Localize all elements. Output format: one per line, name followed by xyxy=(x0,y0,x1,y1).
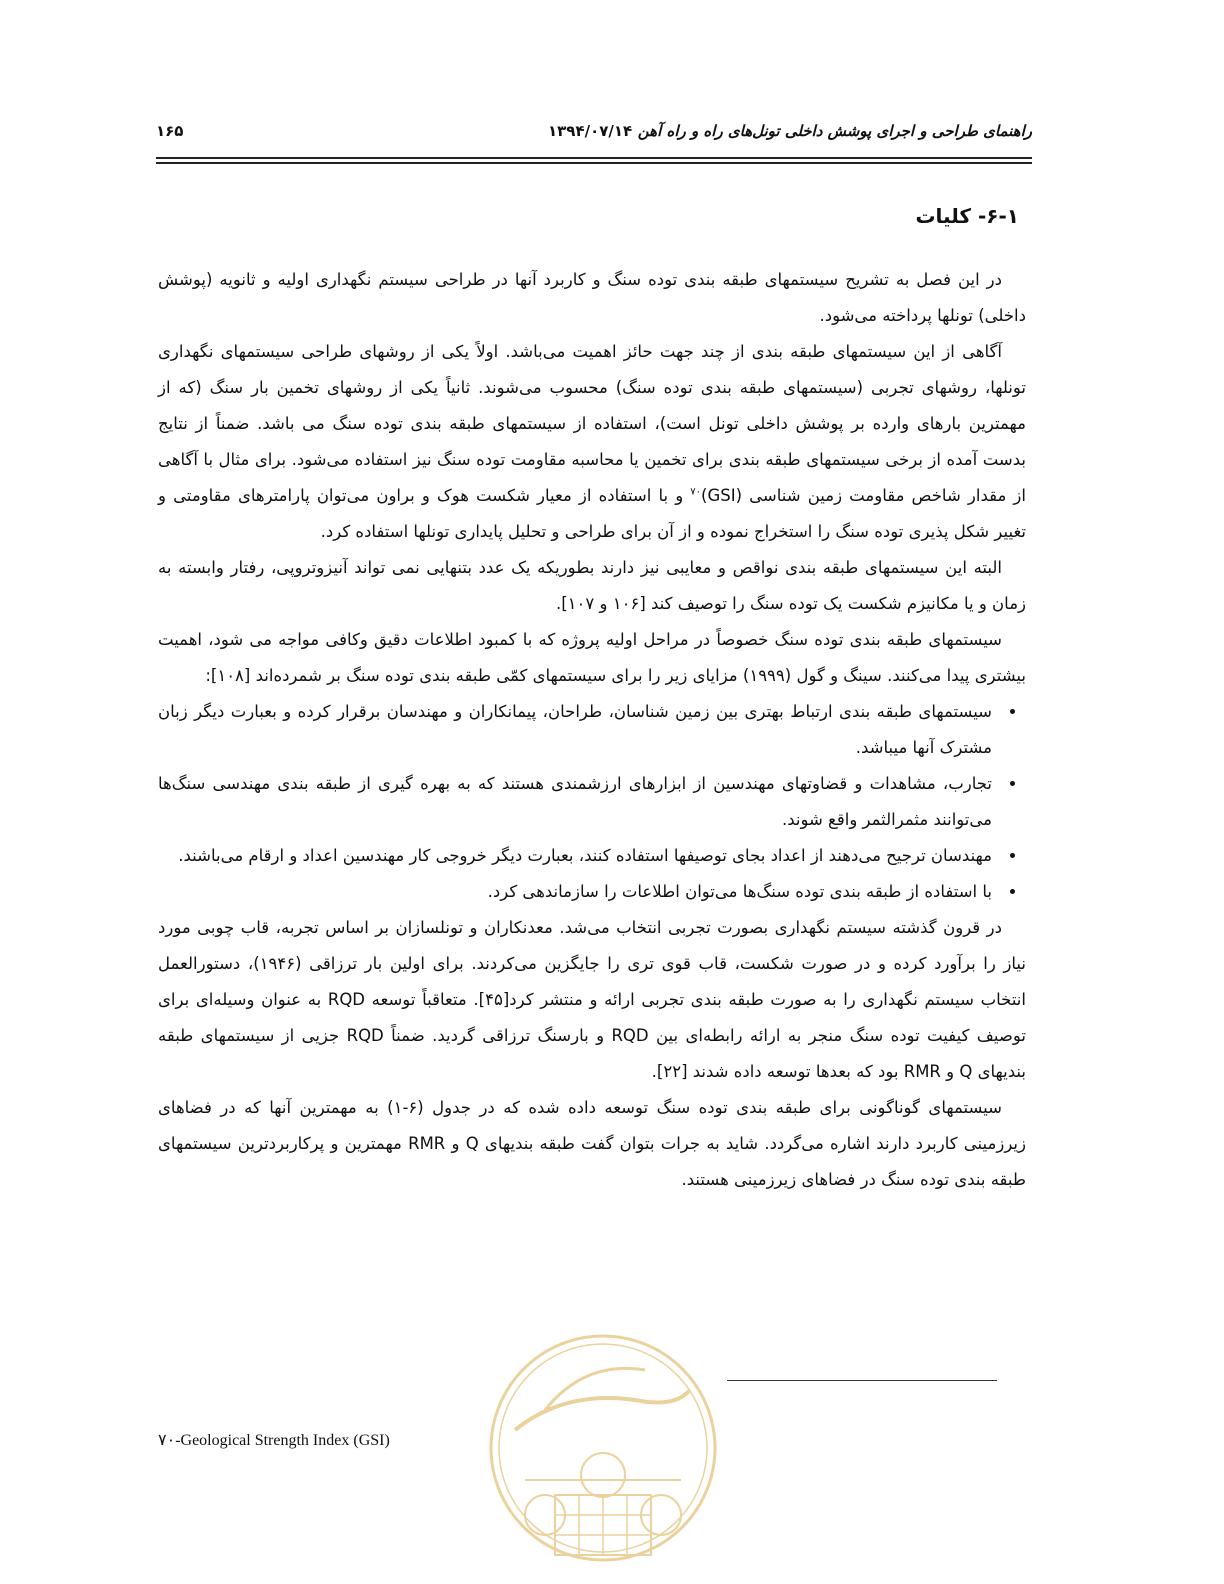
list-item: • تجارب، مشاهدات و قضاوتهای مهندسین از ابزارهای ارزشمندی هستند که به بهره گیری از طبقه بندی مهندسی سنگ‌ها می‌توانند مثمرالثمر واقع شوند. xyxy=(158,766,998,838)
paragraph-limitations: البته این سیستمهای طبقه بندی نواقص و معایبی نیز دارند بطوریکه یک عدد بتنهایی نمی تواند آنیزوتروپی، رفتار وابسته به زمان و یا مکانیزم شکست یک توده سنگ را توصیف کند [۱۰۶ و ۱۰۷]. xyxy=(158,558,1026,613)
footnote-separator xyxy=(727,1380,997,1381)
list-item: • سیستمهای طبقه بندی ارتباط بهتری بین زمین شناسان، طراحان، پیمانکاران و مهندسان برقرار کرده و بعبارت دیگر زبان مشترک آنها میباشد. xyxy=(158,694,998,766)
running-title: راهنمای طراحی و اجرای پوشش داخلی تونل‌های راه و راه آهن xyxy=(637,122,1032,140)
header-date: ۱۳۹۴/۰۷/۱۴ xyxy=(548,122,633,140)
paragraph-importance-part1: آگاهی از این سیستمهای طبقه بندی از چند جهت حائز اهمیت می‌باشد. اولاً یکی از روشهای طراحی سیستمهای نگهداری تونلها، روشهای تجربی (سیستمهای طبقه بندی توده سنگ) محسوب می‌شوند. ثانیاً یکی از روشهای تخمین بار سنگ (که از مهمترین بارهای وارده بر پوشش داخلی تونل است)، استفاده از سیستمهای طبقه بندی توده سنگ می باشد. ضمناً از نتایج بدست آمده از برخی سیستمهای طبقه بندی برای تخمین یا محاسبه مقاومت توده سنگ نیز استفاده می‌شود. برای مثال با آگاهی از مقدار شاخص مقاومت زمین شناسی (GSI) xyxy=(158,342,1026,505)
footnote-reference: ۷۰ xyxy=(690,486,702,498)
paragraph-importance-part2: و با استفاده از معیار شکست هوک و براون می‌توان پارامترهای مقاومتی و تغییر شکل پذیری توده سنگ را استخراج نموده و از آن برای طراحی و تحلیل پایداری تونلها استفاده کرد. xyxy=(158,486,1026,541)
paragraph-advantages-intro: سیستمهای طبقه بندی توده سنگ خصوصاً در مراحل اولیه پروژه که با کمبود اطلاعات دقیق وکافی مواجه می شود، اهمیت بیشتری پیدا می‌کنند. سینگ و گول (۱۹۹۹) مزایای زیر را برای سیستمهای کمّی طبقه بندی توده سنگ بر شمرده‌اند [۱۰۸]: xyxy=(158,630,1026,685)
header-rule-bottom xyxy=(156,162,1032,164)
list-item: • مهندسان ترجیح می‌دهند از اعداد بجای توصیفها استفاده کنند، بعبارت دیگر خروجی کار مهندسین اعداد و ارقام می‌باشند. xyxy=(158,838,998,874)
section-heading: ۶-۱- کلیات xyxy=(915,204,1019,228)
header-rule-top xyxy=(156,157,1032,159)
list-item: • با استفاده از طبقه بندی توده سنگ‌ها می‌توان اطلاعات را سازماندهی کرد. xyxy=(158,874,998,910)
paragraph-intro: در این فصل به تشریح سیستمهای طبقه بندی توده سنگ و کاربرد آنها در طراحی سیستم نگهداری اولیه و ثانویه (پوشش داخلی) تونلها پرداخته می‌شود. xyxy=(158,270,1026,325)
paragraph-history: در قرون گذشته سیستم نگهداری بصورت تجربی انتخاب می‌شد. معدنکاران و تونلسازان بر اساس تجربه، قاب چوبی مورد نیاز را برآورد کرده و در صورت شکست، قاب قوی تری را جایگزین می‌کردند. برای اولین بار ترزاقی (۱۹۴۶)، دستورالعمل انتخاب سیستم نگهداری را به صورت طبقه بندی تجربی ارائه و منتشر کرد[۴۵]. متعاقباً توسعه RQD به عنوان وسیله‌ای برای توصیف کیفیت توده سنگ منجر به ارائه رابطه‌ای بین RQD و بارسنگ ترزاقی گردید. ضمناً RQD جزیی از سیستمهای طبقه بندیهای Q و RMR بود که بعدها توسعه داده شدند [۲۲]. xyxy=(158,918,1027,1081)
footnote: ۷۰-Geological Strength Index (GSI) xyxy=(158,1432,390,1449)
seal-watermark-logo xyxy=(485,1330,721,1584)
advantages-list xyxy=(158,694,1026,910)
page-number: ۱۶۵ xyxy=(156,122,184,140)
paragraph-importance xyxy=(158,334,1026,550)
page-header xyxy=(156,118,1032,148)
paragraph-systems: سیستمهای گوناگونی برای طبقه بندی توده سنگ توسعه داده شده که در جدول (۶-۱) به مهمترین آنها که در فضاهای زیرزمینی کاربرد دارند اشاره می‌گردد. شاید به جرات بتوان گفت طبقه بندیهای Q و RMR مهمترین و پرکاربردترین سیستمهای طبقه بندی توده سنگ در فضاهای زیرزمینی هستند. xyxy=(158,1098,1026,1189)
body-text xyxy=(158,262,1026,1198)
